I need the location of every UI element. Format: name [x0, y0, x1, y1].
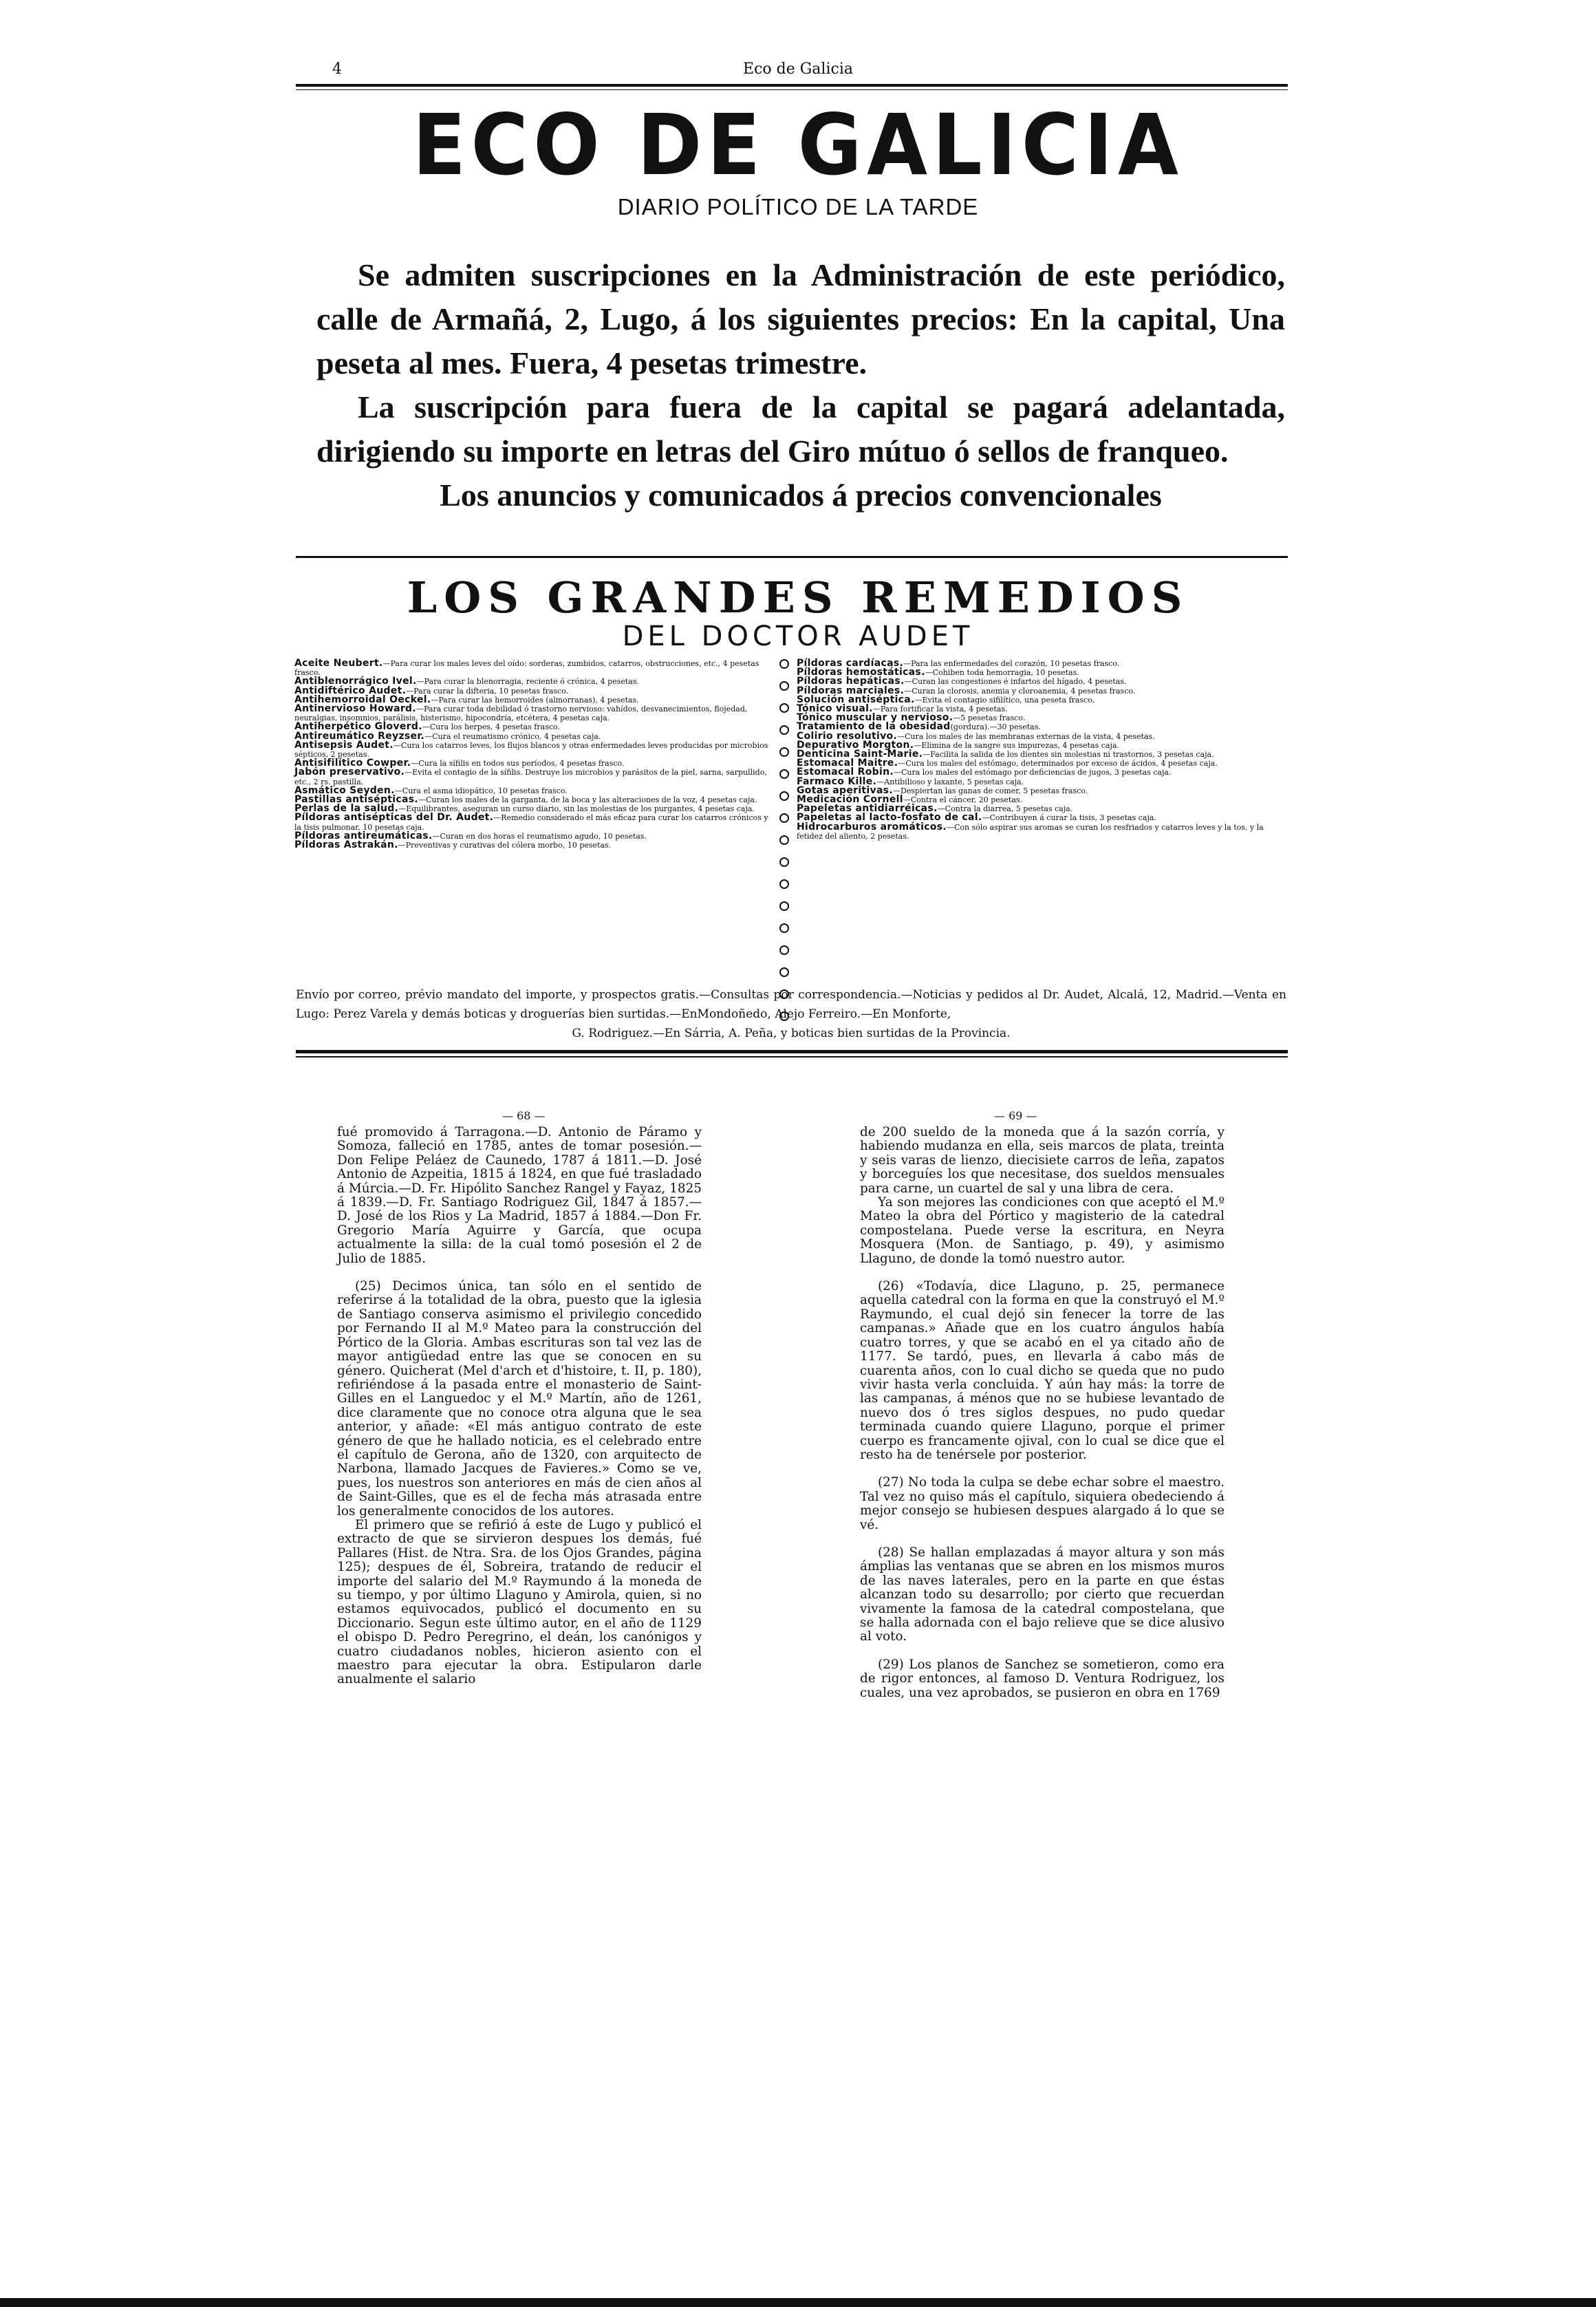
remedy-item: Solución antiséptica.—Evita el contagio sifilítico, una peseta frasco.	[797, 694, 1095, 705]
remedy-item: Denticina Saint-Marie.—Facilita la salida de los dientes sin molestias ni trastornos, 3 pesetas caja.	[797, 749, 1214, 760]
advertisement-subtitle: DEL DOCTOR AUDET	[622, 621, 974, 652]
bottom-edge-bar	[0, 2298, 1596, 2307]
header-rule	[296, 84, 1288, 87]
text-paragraph: Ya son mejores las condiciones con que aceptó el M.º Mateo la obra del Pórtico y magisterio de la catedral compostelana. Puede verse la escritura, en Neyra Mosquera (Mon. de Santiago, p. 49), y asimismo Llaguno, de donde la tomó nuestro autor.	[860, 1195, 1225, 1266]
left-column-page-number: — 68 —	[502, 1109, 546, 1122]
advertisement-footer	[296, 985, 1286, 1043]
header-rule-thin	[296, 89, 1288, 90]
remedy-item: Píldoras antisépticas del Dr. Audet.—Remedio considerado el más eficaz para curar los catarros crónicos y la tisis pulmonar, 10 pesetas caja.	[294, 812, 768, 832]
remedy-item: Asmático Seyden.—Cura el asma idiopático, 10 pesetas frasco.	[294, 784, 568, 796]
subscription-notice	[316, 253, 1285, 517]
remedy-item: Jabón preservativo.—Evita el contagio de la sífilis. Destruye los microbios y parásitos de la piel, sarna, sarpullido, etc., 2 rs. pastilla.	[294, 766, 767, 786]
subscription-paragraph: Se admiten suscripciones en la Administración de este periódico, calle de Armañá, 2, Lugo, á los siguientes precios: En la capital, Una peseta al mes. Fuera, 4 pesetas trimestre.	[316, 257, 1285, 380]
remedy-item: Gotas aperitivas.—Despiertan las ganas de comer, 5 pesetas frasco.	[797, 784, 1088, 796]
remedy-item: Píldoras Astrakán.—Preventivas y curativas del cólera morbo, 10 pesetas.	[294, 839, 612, 851]
remedy-item: Píldoras antireumáticas.—Curan en dos horas el reumatismo agudo, 10 pesetas.	[294, 830, 647, 841]
subscription-paragraph: La suscripción para fuera de la capital se pagará adelantada, dirigiendo su importe en letras del Giro mútuo ó sellos de franqueo.	[316, 389, 1285, 469]
remedy-item: Píldoras marciales.—Curan la clorosis, anemia y cloroanemia, 4 pesetas frasco.	[797, 685, 1136, 696]
remedy-item: Hidrocarburos aromáticos.—Con sólo aspirar sus aromas se curan los resfriados y catarros leves y la tos, y la fetidez del aliento, 2 pesetas.	[797, 821, 1264, 841]
remedy-item: Píldoras cardíacas.—Para las enfermedades del corazón, 10 pesetas frasco.	[797, 658, 1120, 669]
text-paragraph: El primero que se refirió á este de Lugo y publicó el extracto de que se sirvieron despues los demás, fué Pallares (Hist. de Ntra. Sra. de los Ojos Grandes, página 125); despues de él, Sobreira, tratando de reducir el importe del salario del M.º Raymundo á la moneda de su tiempo, y por último Llaguno y Amirola, quien, si no estamos equivocados, publicó el documento en su Diccionario. Segun este último autor, en el año de 1129 el obispo D. Pedro Peregrino, el deán, los canónigos y cuatro ciudadanos nobles, hicieron asiento con el maestro para ejecutar la obra. Estipularon darle anualmente el salario	[337, 1517, 702, 1687]
text-paragraph: fué promovido á Tarragona.—D. Antonio de Páramo y Somoza, falleció en 1785, antes de tomar posesión.—Don Felipe Peláez de Caunedo, 1787 á 1811.—D. José Antonio de Azpeitia, 1815 á 1824, en que fué trasladado á Múrcia.—D. Fr. Hipólito Sanchez Rangel y Fayaz, 1825 á 1839.—D. Fr. Santiago Rodriguez Gil, 1847 á 1857.—D. José de los Rios y La Madrid, 1857 á 1884.—Don Fr. Gregorio María Aguirre y García, que ocupa actualmente la silla: de la cual tomó posesión el 2 de Julio de 1885.	[337, 1125, 702, 1266]
remedy-item: Tónico muscular y nervioso.—5 pesetas frasco.	[797, 712, 1026, 724]
remedy-item: Antisepsis Audet.—Cura los catarros leves, los flujos blancos y otras enfermedades leves producidas por microbios sépticos, 2 pesetas.	[294, 739, 768, 760]
subscription-ads-line: Los anuncios y comunicados á precios convencionales	[440, 478, 1162, 513]
remedies-left-column	[294, 659, 769, 850]
remedy-item: Farmaco Kille.—Antibilioso y laxante, 5 pesetas caja.	[797, 775, 1024, 787]
left-text-column	[337, 1126, 702, 1687]
remedy-item: Colirio resolutivo.—Cura los males de las membranas externas de la vista, 4 pesetas.	[797, 730, 1155, 742]
remedy-item: Tratamiento de la obesidad(gordura).—30 pesetas.	[797, 721, 1041, 733]
page-number: 4	[332, 61, 342, 78]
remedy-item: Papeletas al lacto-fosfato de cal.—Contribuyen á curar la tisis, 3 pesetas caja.	[797, 812, 1156, 824]
text-paragraph: (26) «Todavía, dice Llaguno, p. 25, permanece aquella catedral con la forma en que la construyó el M.º Raymundo, el cual dejó sin fenecer la torre de las campanas.» Añade que en los cuatro ángulos había cuatro torres, y que se acabó en el ya citado año de 1177. Se tardó, pues, en llevarla á cabo más de cuarenta años, con lo cual dicho se queda que no pudo vivir hasta verla concluida. Y aún hay más: la torre de las campanas, á ménos que no se hubiese levantado de nuevo dos ó tres siglos despues, no pudo quedar terminada cuando quiere Llaguno, porque el primer cuerpo es francamente ojival, con lo cual se dice que el resto ha de tenérsele por posterior.	[860, 1279, 1225, 1462]
remedy-item: Depurativo Morgton.—Elimina de la sangre sus impurezas, 4 pesetas caja.	[797, 739, 1119, 751]
advertisement-footer-line: G. Rodriguez.—En Sárria, A. Peña, y boticas bien surtidas de la Provincia.	[572, 1027, 1011, 1040]
section-rule	[296, 1050, 1288, 1053]
remedy-item: Estomacal Robin.—Cura los males del estómago por deficiencias de jugos, 3 pesetas caja.	[797, 766, 1172, 778]
column-divider-ornament	[777, 659, 791, 1017]
section-rule	[296, 556, 1288, 558]
advertisement-title: LOS GRANDES REMEDIOS	[407, 572, 1189, 623]
masthead-title: ECO DE GALICIA	[412, 96, 1184, 194]
remedy-item: Antihemorroidal Oeckel.—Para curar las hemorroides (almorranas), 4 pesetas.	[294, 694, 639, 705]
remedies-right-column	[797, 659, 1289, 841]
remedy-item: Antisifilítico Cowper.—Cura la sífilis en todos sus períodos, 4 pesetas frasco.	[294, 758, 625, 769]
masthead-subtitle: DIARIO POLÍTICO DE LA TARDE	[617, 194, 979, 219]
remedy-item: Pastillas antisépticas.—Curan los males de la garganta, de la boca y las alteraciones de la voz, 4 pesetas caja.	[294, 794, 757, 806]
text-paragraph: (27) No toda la culpa se debe echar sobre el maestro. Tal vez no quiso más el capítulo, siquiera obedeciendo á mejor consejo se hubiesen despues alargado á lo que se vé.	[860, 1475, 1225, 1532]
advertisement-footer-line: Envío por correo, prévio mandato del importe, y prospectos gratis.—Consultas por correspondencia.—Noticias y pedidos al Dr. Audet, Alcalá, 12, Madrid.—Venta en Lugo: Perez Varela y demás boticas y droguerías bien surtidas.—EnMondoñedo, Alejo Ferreiro.—En Monforte,	[296, 988, 1286, 1021]
remedy-item: Medicación Cornell—Contra el cáncer, 20 pesetas.	[797, 794, 1023, 806]
right-text-column	[860, 1126, 1225, 1700]
remedy-item: Tónico visual.—Para fortificar la vista, 4 pesetas.	[797, 703, 1008, 715]
remedy-item: Antireumático Reyzser.—Cura el reumatismo crónico, 4 pesetas caja.	[294, 730, 601, 742]
text-paragraph: (29) Los planos de Sanchez se sometieron, como era de rigor entonces, al famoso D. Ventura Rodriguez, los cuales, una vez aprobados, se pusieron en obra en 1769	[860, 1657, 1225, 1700]
remedy-item: Perlas de la salud.—Equilibrantes, aseguran un curso diario, sin las molestias de los purgantes, 4 pesetas caja.	[294, 803, 755, 815]
remedy-item: Antinervioso Howard.—Para curar toda debilidad ó trastorno nervioso: vahídos, desvanecimientos, flojedad, neuralgias, insomnios, parálisis, histerismo, hipocondría, etcétera, 4 pesetas caja.	[294, 703, 748, 723]
running-title: Eco de Galicia	[743, 61, 853, 78]
text-paragraph: de 200 sueldo de la moneda que á la sazón corría, y habiendo mudanza en ella, seis marcos de plata, treinta y seis varas de lienzo, diecisiete carros de leña, zapatos y borceguíes los que necesitase, dos sueldos mensuales para carne, un cuartel de sal y una libra de cera.	[860, 1125, 1225, 1196]
remedy-item: Papeletas antidiarréicas.—Contra la diarrea, 5 pesetas caja.	[797, 803, 1073, 815]
text-paragraph: (25) Decimos única, tan sólo en el sentido de referirse á la totalidad de la obra, puesto que la iglesia de Santiago conserva asimismo el privilegio concedido por Fernando II al M.º Mateo para la construcción del Pórtico de la Gloria. Ambas escrituras son tal vez las de mayor antigüedad entre las que se conocen en su género. Quicherat (Mel d'arch et d'histoire, t. II, p. 180), refiriéndose á la pasada entre el monasterio de Saint-Gilles en el Languedoc y el M.º Martín, año de 1261, dice claramente que no conoce otra alguna que le sea anterior, y añade: «El más antiguo contrato de este género de que he hallado noticia, es el celebrado entre el capítulo de Gerona, año de 1320, con arquitecto de Narbona, llamado Jacques de Favieres.» Como se ve, pues, los nuestros son anteriores en más de cien años al de Saint-Gilles, que es el de fecha más atrasada entre los generalmente conocidos de los autores.	[337, 1279, 702, 1519]
text-paragraph: (28) Se hallan emplazadas á mayor altura y son más ámplias las ventanas que se abren en los mismos muros de las naves laterales, pero en la parte en que éstas alcanzan todo su desarrollo; por cierto que recuerdan vivamente la famosa de la catedral compostelana, que se halla adornada con el bajo relieve que se dice alusivo al voto.	[860, 1545, 1225, 1644]
remedy-item: Aceite Neubert.—Para curar los males leves del oído: sorderas, zumbidos, catarros, obstrucciones, etc., 4 pesetas frasco.	[294, 658, 759, 678]
remedy-item: Antidiftérico Audet.—Para curar la difteria, 10 pesetas frasco.	[294, 685, 569, 696]
remedy-item: Antiblenorrágico Ivel.—Para curar la blenorragia, reciente ó crónica, 4 pesetas.	[294, 676, 640, 687]
remedy-item: Antiherpético Gloverd.—Cura los herpes, 4 pesetas frasco.	[294, 721, 560, 733]
right-column-page-number: — 69 —	[994, 1109, 1037, 1122]
remedy-item: Píldoras hepáticas.—Curan las congestiones é infartos del hígado, 4 pesetas.	[797, 676, 1127, 687]
remedy-item: Píldoras hemostáticas.—Cohiben toda hemorragia, 10 pesetas.	[797, 667, 1079, 678]
remedy-item: Estomacal Maitre.—Cura los males del estómago, determinados por exceso de ácidos, 4 pesetas caja.	[797, 758, 1218, 769]
section-rule-thin	[296, 1056, 1288, 1058]
